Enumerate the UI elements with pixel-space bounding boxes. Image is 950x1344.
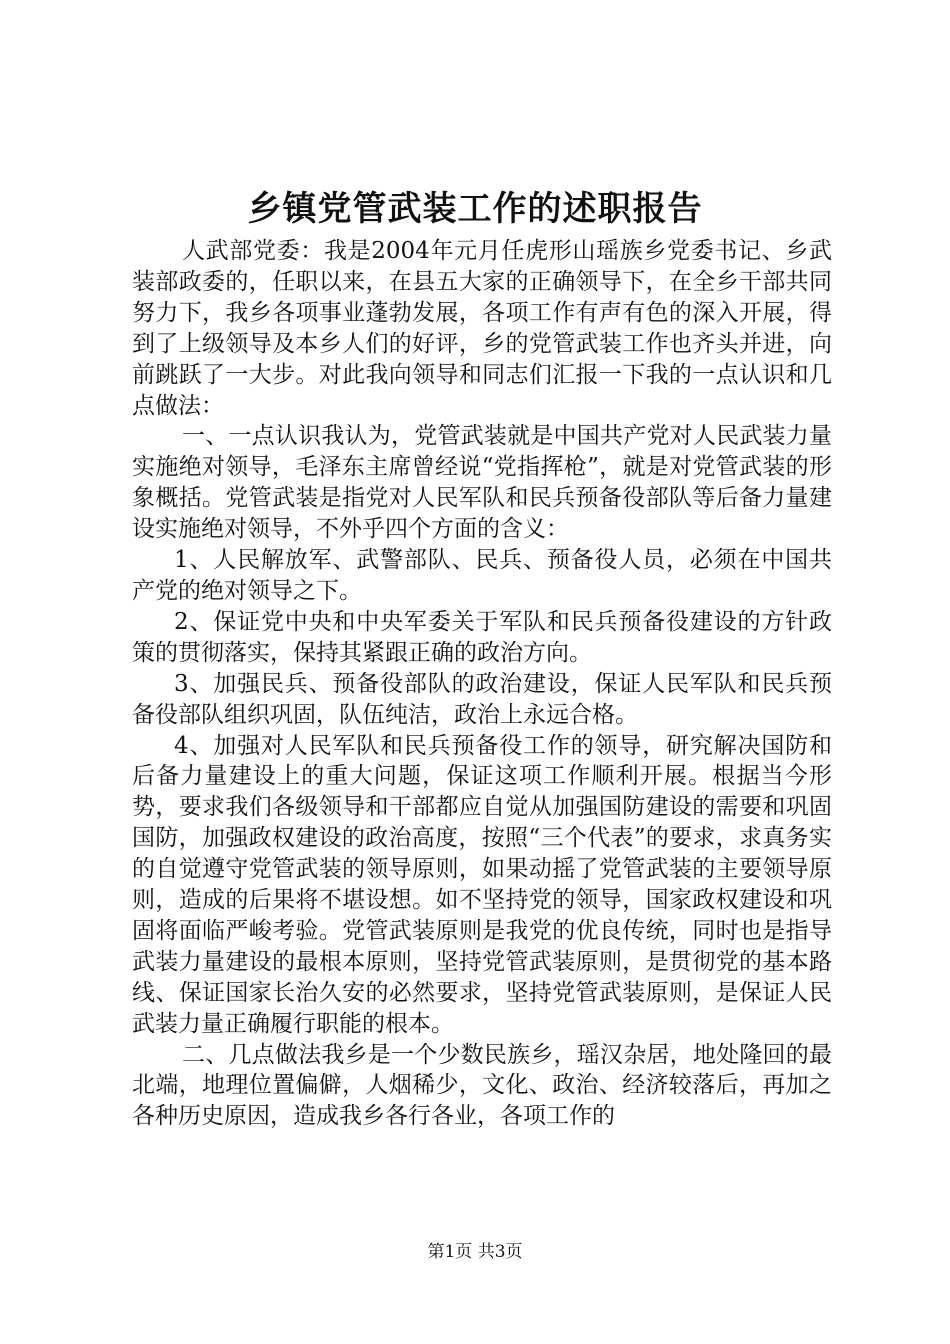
paragraph: 二、几点做法我乡是一个少数民族乡，瑶汉杂居，地处隆回的最北端，地理位置偏僻，人烟稀少，文化、政治、经济较落后，再加之各种历史原因，造成我乡各行各业，各项工作的 — [132, 1041, 832, 1130]
list-item: 2、保证党中央和中央军委关于军队和民兵预备役建设的方针政策的贯彻落实，保持其紧跟正确的政治方向。 — [132, 608, 832, 666]
list-item: 3、加强民兵、预备役部队的政治建设，保证人民军队和民兵预备役部队组织巩固，队伍纯洁，政治上永远合格。 — [132, 670, 832, 728]
paragraph: 人武部党委：我是2004年元月任虎形山瑶族乡党委书记、乡武装部政委的，任职以来，在县五大家的正确领导下，在全乡干部共同努力下，我乡各项事业蓬勃发展，各项工作有声有色的深入开展，得到了上级领导及本乡人们的好评，乡的党管武装工作也齐头并进，向前跳跃了一大步。对此我向领导和同志们汇报一下我的一点认识和几点做法： — [132, 238, 832, 419]
list-item: 4、加强对人民军队和民兵预备役工作的领导，研究解决国防和后备力量建设上的重大问题，保证这项工作顺利开展。根据当今形势，要求我们各级领导和干部都应自觉从加强国防建设的需要和巩固国防，加强政权建设的政治高度，按照“三个代表”的要求，求真务实的自觉遵守党管武装的领导原则，如果动摇了党管武装的主要领导原则，造成的后果将不堪设想。如不坚持党的领导，国家政权建设和巩固将面临严峻考验。党管武装原则是我党的优良传统，同时也是指导武装力量建设的最根本原则，坚持党管武装原则，是贯彻党的基本路线、保证国家长治久安的必然要求，坚持党管武装原则，是保证人民武装力量正确履行职能的根本。 — [132, 732, 832, 1037]
document-title: 乡镇党管武装工作的述职报告 — [247, 189, 703, 229]
list-item: 1、人民解放军、武警部队、民兵、预备役人员，必须在中国共产党的绝对领导之下。 — [132, 547, 832, 604]
paragraph: 一、一点认识我认为，党管武装就是中国共产党对人民武装力量实施绝对领导，毛泽东主席曾经说“党指挥枪”，就是对党管武装的形象概括。党管武装是指党对人民军队和民兵预备役部队等后备力量建设实施绝对领导，不外乎四个方面的含义： — [132, 423, 832, 543]
document-body — [132, 236, 832, 1132]
page-number: 第1页 共3页 — [427, 1242, 523, 1262]
